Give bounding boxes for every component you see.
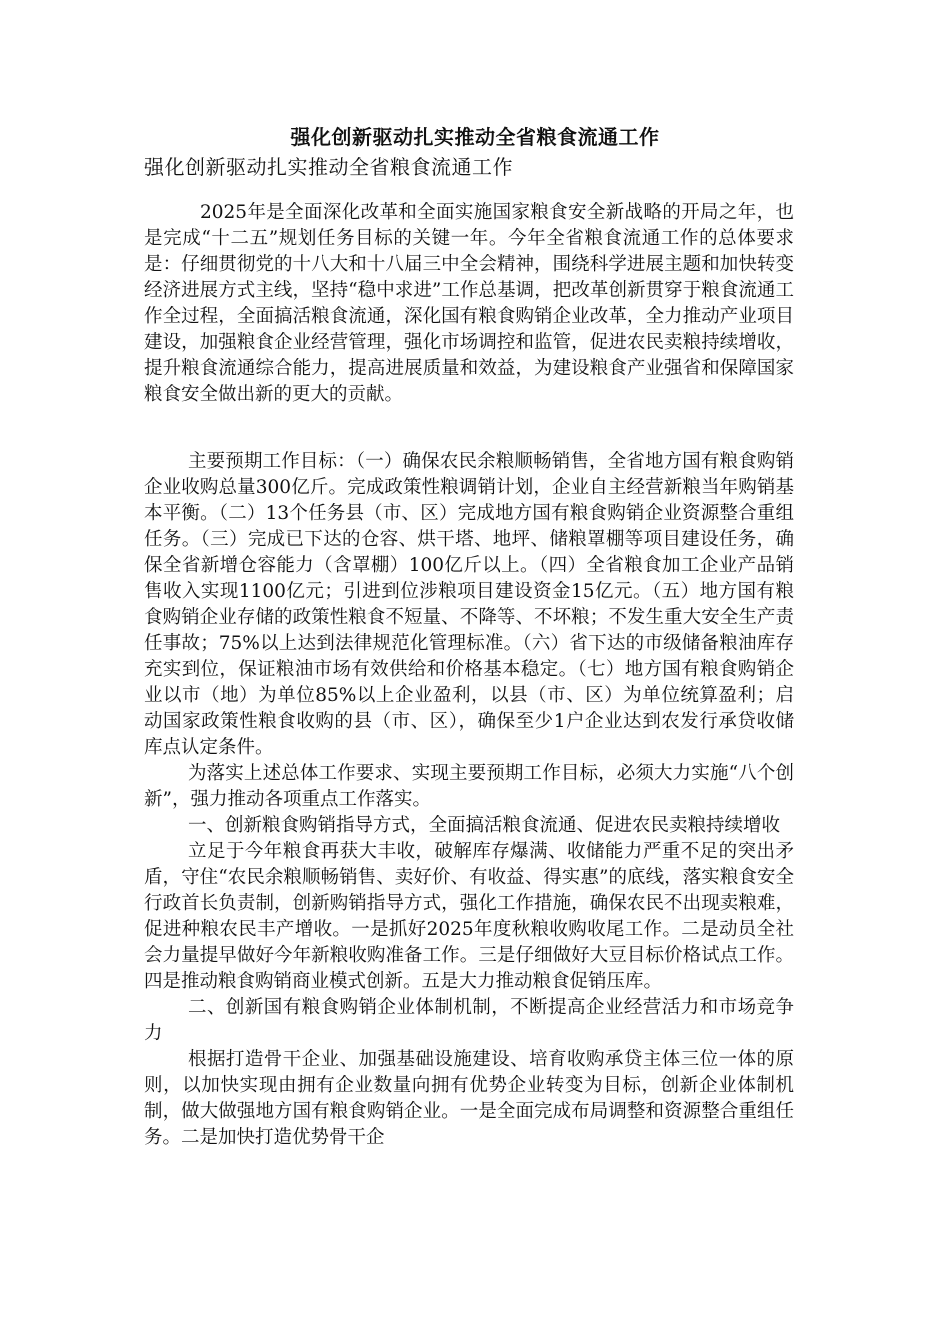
intro-section <box>144 200 794 408</box>
section-1-paragraph: 立足于今年粮食再获大丰收，破解库存爆满、收储能力严重不足的突出矛盾，守住“农民余粮顺畅销售、卖好价、有收益、得实惠”的底线，落实粮食安全行政首长负责制，创新购销指导方式，强化工作措施，确保农民不出现卖粮难，促进种粮农民丰产增收。一是抓好2025年度秋粮收购收尾工作。二是动员全社会力量提早做好今年新粮收购准备工作。三是仔细做好大豆目标价格试点工作。四是推动粮食购销商业模式创新。五是大力推动粮食促销压库。 <box>144 841 794 992</box>
main-section <box>144 449 794 1151</box>
section-heading-1: 一、创新粮食购销指导方式，全面搞活粮食流通、促进农民卖粮持续增收 <box>188 815 781 836</box>
document-title: 强化创新驱动扎实推动全省粮食流通工作 <box>290 125 660 149</box>
section-2-paragraph: 根据打造骨干企业、加强基础设施建设、培育收购承贷主体三位一体的原则，以加快实现由拥有企业数量向拥有优势企业转变为目标，创新企业体制机制，做大做强地方国有粮食购销企业。一是全面完成布局调整和资源整合重组任务。二是加快打造优势骨干企 <box>144 1049 794 1148</box>
implementation-paragraph: 为落实上述总体工作要求、实现主要预期工作目标，必须大力实施“八个创新”，强力推动各项重点工作落实。 <box>144 763 794 810</box>
goals-paragraph: 主要预期工作目标：（一）确保农民余粮顺畅销售，全省地方国有粮食购销企业收购总量300亿斤。完成政策性粮调销计划，企业自主经营新粮当年购销基本平衡。（二）13个任务县（市、区）完成地方国有粮食购销企业资源整合重组任务。（三）完成已下达的仓容、烘干塔、地坪、储粮罩棚等项目建设任务，确保全省新增仓容能力（含罩棚）100亿斤以上。（四）全省粮食加工企业产品销售收入实现1100亿元；引进到位涉粮项目建设资金15亿元。（五）地方国有粮食购销企业存储的政策性粮食不短量、不降等、不坏粮；不发生重大安全生产责任事故；75%以上达到法律规范化管理标准。（六）省下达的市级储备粮油库存充实到位，保证粮油市场有效供给和价格基本稳定。（七）地方国有粮食购销企业以市（地）为单位85%以上企业盈利，以县（市、区）为单位统算盈利；启动国家政策性粮食收购的县（市、区），确保至少1户企业达到农发行承贷收储库点认定条件。 <box>144 451 794 758</box>
section-heading-2: 二、创新国有粮食购销企业体制机制，不断提高企业经营活力和市场竞争力 <box>144 997 794 1044</box>
intro-paragraph: 2025年是全面深化改革和全面实施国家粮食安全新战略的开局之年，也是完成“十二五”规划任务目标的关键一年。今年全省粮食流通工作的总体要求是：仔细贯彻党的十八大和十八届三中全会精神，围绕科学进展主题和加快转变经济进展方式主线，坚持“稳中求进”工作总基调，把改革创新贯穿于粮食流通工作全过程，全面搞活粮食流通，深化国有粮食购销企业改革，全力推动产业项目建设，加强粮食企业经营管理，强化市场调控和监管，促进农民卖粮持续增收，提升粮食流通综合能力，提高进展质量和效益，为建设粮食产业强省和保障国家粮食安全做出新的更大的贡献。 <box>144 202 794 405</box>
document-subtitle: 强化创新驱动扎实推动全省粮食流通工作 <box>144 155 513 179</box>
